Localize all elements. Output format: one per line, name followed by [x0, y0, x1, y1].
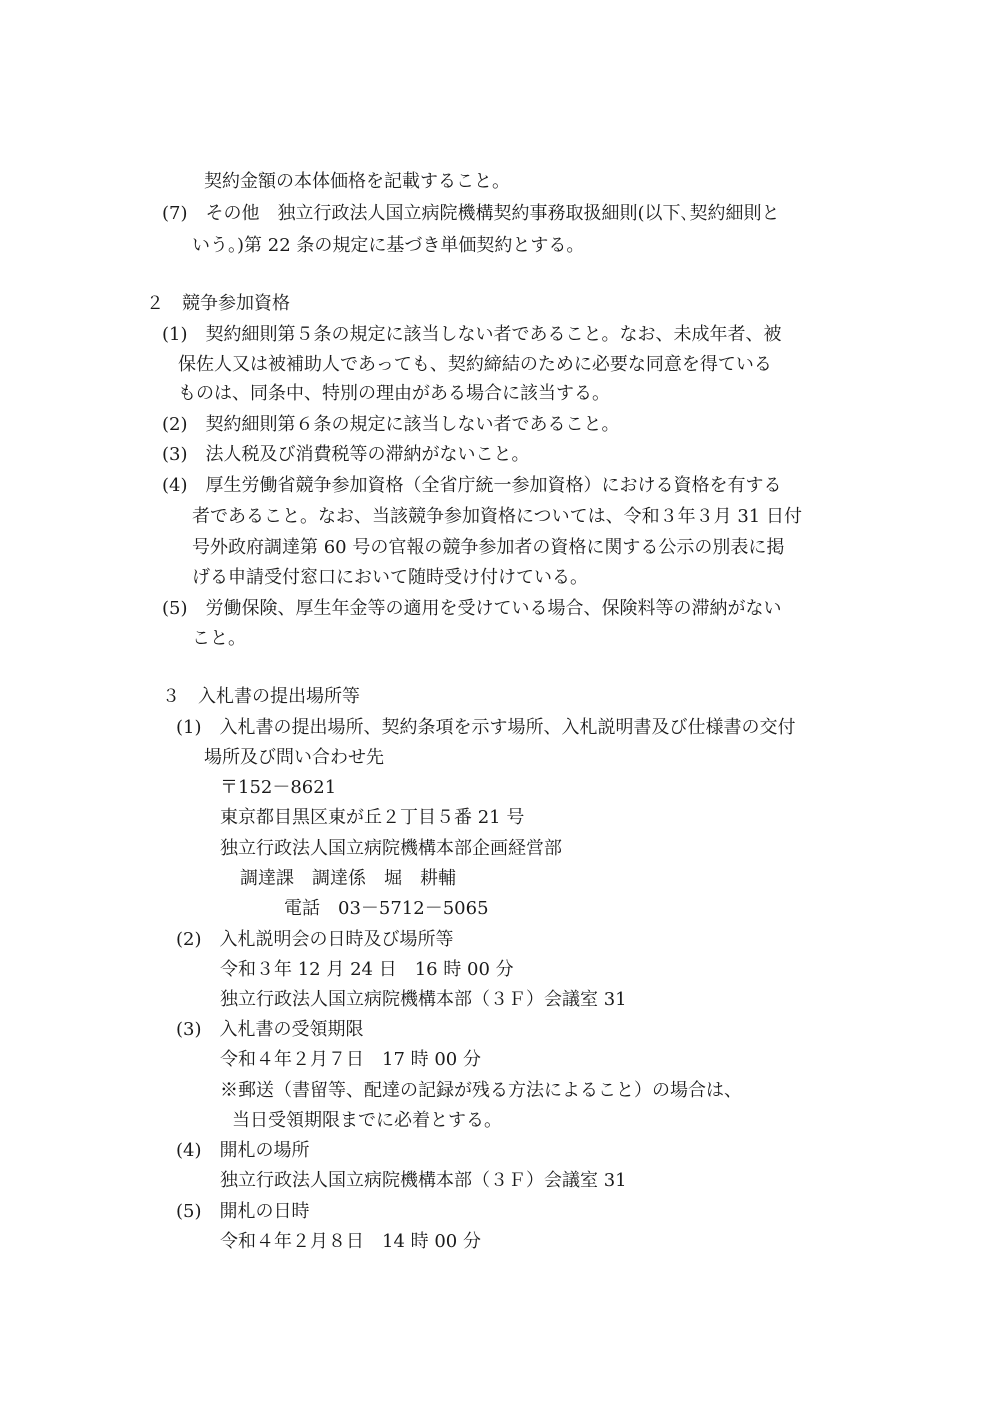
- deadline-datetime: 令和４年２月７日 17 時 00 分: [220, 1049, 481, 1070]
- opening-place: 独立行政法人国立病院機構本部（３Ｆ）会議室 31: [220, 1170, 627, 1191]
- mail-note-line-1: ※郵送（書留等、配達の記録が残る方法によること）の場合は、: [220, 1080, 742, 1101]
- item-3-2-heading: (2) 入札説明会の日時及び場所等: [176, 929, 454, 950]
- contact-person: 調達課 調達係 堀 耕輔: [240, 868, 456, 889]
- item-3-3-heading: (3) 入札書の受領期限: [176, 1019, 364, 1040]
- postal-code: 〒152－8621: [220, 777, 337, 798]
- item-2-1-line-2: 保佐人又は被補助人であっても、契約締結のために必要な同意を得ている: [178, 354, 772, 375]
- section-2-heading: ２ 競争参加資格: [146, 293, 290, 314]
- mail-note-line-2: 当日受領期限までに必着とする。: [232, 1110, 502, 1131]
- section-3-heading: ３ 入札書の提出場所等: [162, 686, 360, 707]
- item-2-4-line-2: 者であること。なお、当該競争参加資格については、令和３年３月 31 日付: [192, 506, 802, 527]
- opening-datetime: 令和４年２月８日 14 時 00 分: [220, 1231, 481, 1252]
- item-2-1-line-3: ものは、同条中、特別の理由がある場合に該当する。: [178, 383, 610, 404]
- item-2-5-line-1: (5) 労働保険、厚生年金等の適用を受けている場合、保険料等の滞納がない: [162, 598, 782, 619]
- text-line: 契約金額の本体価格を記載すること。: [204, 171, 510, 192]
- item-2-4-line-3: 号外政府調達第 60 号の官報の競争参加者の資格に関する公示の別表に掲: [192, 537, 785, 558]
- briefing-datetime: 令和３年 12 月 24 日 16 時 00 分: [220, 959, 514, 980]
- item-7-line-2: いう。)第 22 条の規定に基づき単価契約とする。: [192, 235, 585, 256]
- item-3-1-line-2: 場所及び問い合わせ先: [204, 747, 384, 768]
- item-3-4-heading: (4) 開札の場所: [176, 1140, 310, 1161]
- item-7-line-1: (7) その他 独立行政法人国立病院機構契約事務取扱細則(以下､契約細則と: [162, 203, 780, 224]
- organization: 独立行政法人国立病院機構本部企画経営部: [220, 838, 562, 859]
- item-2-5-line-2: こと。: [192, 628, 246, 649]
- item-2-1-line-1: (1) 契約細則第５条の規定に該当しない者であること。なお、未成年者、被: [162, 324, 782, 345]
- item-2-4-line-1: (4) 厚生労働省競争参加資格（全省庁統一参加資格）における資格を有する: [162, 475, 782, 496]
- item-3-1-line-1: (1) 入札書の提出場所、契約条項を示す場所、入札説明書及び仕様書の交付: [176, 717, 796, 738]
- phone: 電話 03－5712－5065: [284, 898, 489, 919]
- item-2-4-line-4: げる申請受付窓口において随時受け付けている。: [192, 567, 588, 588]
- item-2-2: (2) 契約細則第６条の規定に該当しない者であること。: [162, 414, 620, 435]
- address: 東京都目黒区東が丘２丁目５番 21 号: [220, 807, 525, 828]
- item-3-5-heading: (5) 開札の日時: [176, 1201, 310, 1222]
- item-2-3: (3) 法人税及び消費税等の滞納がないこと。: [162, 444, 530, 465]
- briefing-place: 独立行政法人国立病院機構本部（３Ｆ）会議室 31: [220, 989, 627, 1010]
